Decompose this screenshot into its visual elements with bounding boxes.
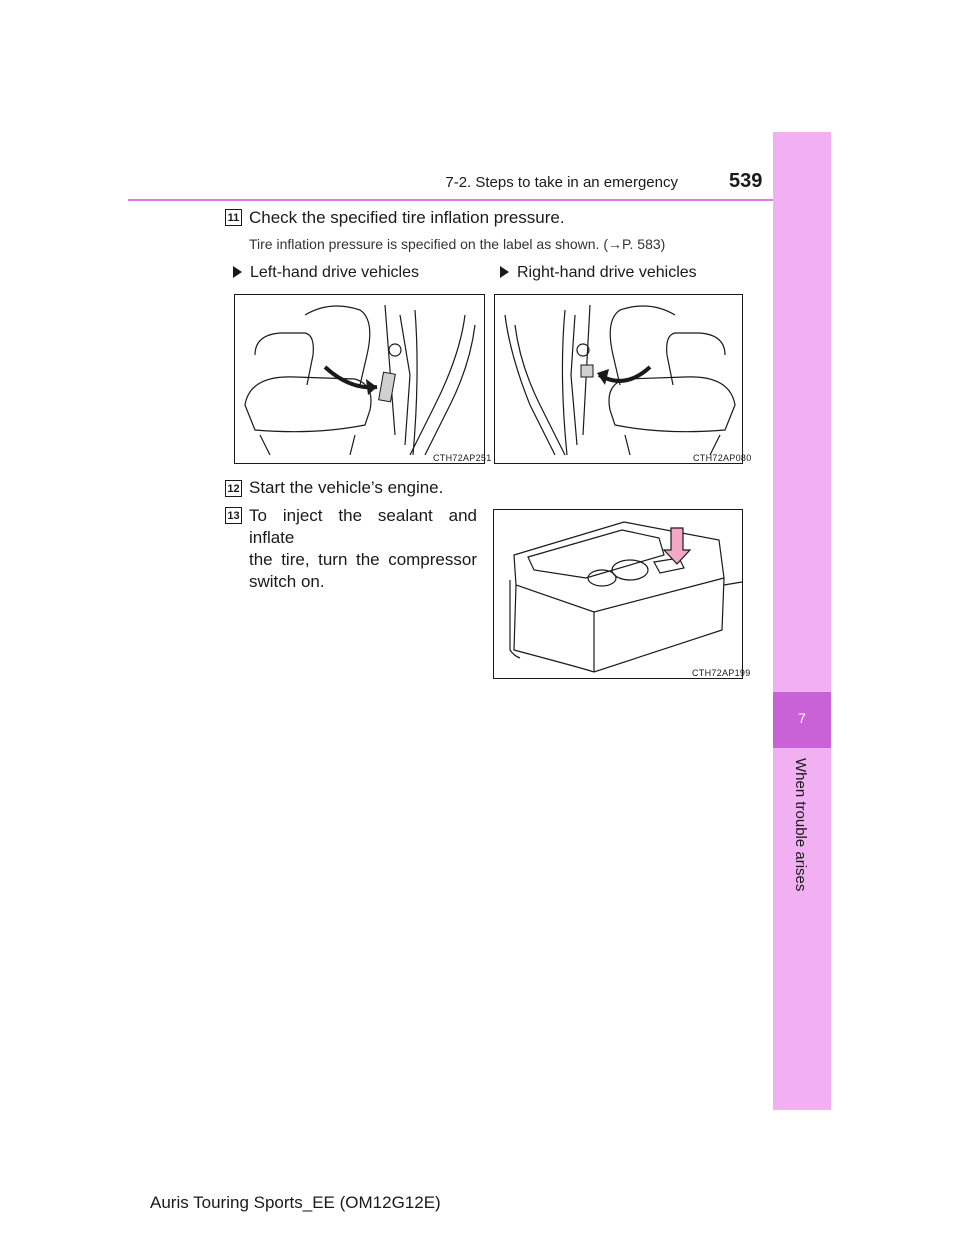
figure-right-hand-drive xyxy=(494,294,752,464)
step-number-13: 13 xyxy=(225,507,242,524)
seat-door-label-illustration xyxy=(235,295,486,465)
step-number-11: 11 xyxy=(225,209,242,226)
section-title: 7-2. Steps to take in an emergency xyxy=(445,174,678,191)
figure-left-hand-drive xyxy=(234,294,492,464)
header-rule xyxy=(128,199,831,201)
caption-left-hand-drive: Left-hand drive vehicles xyxy=(233,264,419,282)
step-13-line-1: To inject the sealant and inflate xyxy=(249,506,477,547)
chapter-title: When trouble arises xyxy=(792,758,809,892)
triangle-bullet-icon xyxy=(233,266,242,278)
chapter-number: 7 xyxy=(798,710,806,726)
figure-code: CTH72AP251 xyxy=(433,453,492,463)
step-number-12: 12 xyxy=(225,480,242,497)
compressor-illustration xyxy=(494,510,744,680)
seat-door-label-illustration xyxy=(495,295,744,465)
step-12-text: Start the vehicle’s engine. xyxy=(249,478,444,497)
chapter-side-tab xyxy=(773,132,831,1110)
footer-model: Auris Touring Sports_EE (OM12G12E) xyxy=(150,1193,441,1212)
step-13-line-2: the tire, turn the compressor xyxy=(249,550,477,569)
figure-code: CTH72AP199 xyxy=(692,668,751,678)
page-number: 539 xyxy=(729,170,763,192)
figure-compressor xyxy=(493,509,751,679)
step-11-text: Check the specified tire inflation pressure. xyxy=(249,208,565,227)
caption-right-hand-drive: Right-hand drive vehicles xyxy=(500,264,697,282)
step-11-note: Tire inflation pressure is specified on the label as shown. (→P. 583) xyxy=(249,236,666,252)
step-13-line-3: switch on. xyxy=(249,572,325,591)
triangle-bullet-icon xyxy=(500,266,509,278)
figure-code: CTH72AP080 xyxy=(693,453,752,463)
step-13-text xyxy=(249,505,477,593)
